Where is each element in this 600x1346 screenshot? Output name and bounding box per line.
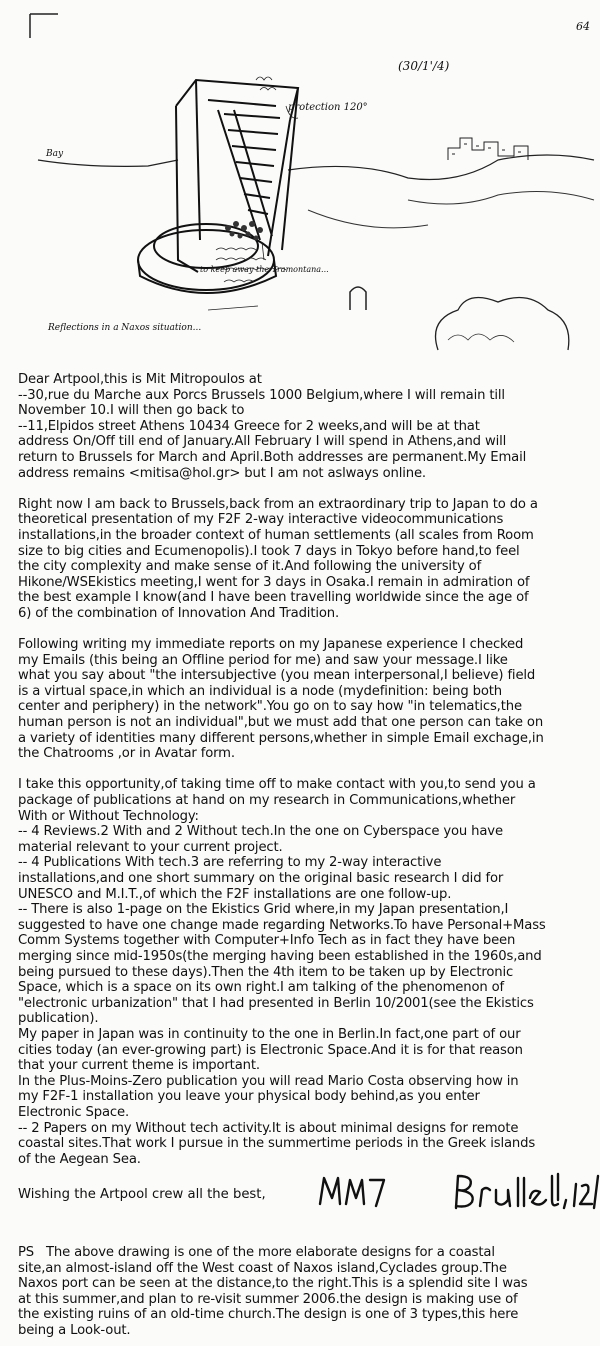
text-line: a variety of identities many different persons,whether in simple Email exchage,in xyxy=(18,730,544,746)
text-line: merging since mid-1950s(the merging having been established in the 1960s,and xyxy=(18,948,542,964)
bay-annotation: Bay xyxy=(46,149,64,159)
text-line: the Chatrooms ,or in Avatar form. xyxy=(18,746,235,762)
text-line: The above drawing is one of the more elaborate designs for a coastal xyxy=(46,1245,495,1260)
postscript xyxy=(18,1245,598,1339)
text-line: Electronic Space. xyxy=(18,1104,130,1120)
text-line: that your current theme is important. xyxy=(18,1058,260,1074)
text-line: Right now I am back to Brussels,back from an extraordinary trip to Japan to do a xyxy=(18,496,538,512)
text-line: human person is not an individual",but we must add that one person can take on xyxy=(18,715,544,731)
date-annotation: (30/1'/4) xyxy=(398,59,450,73)
text-line: Space, which is a space on its own right.I am talking of the phenomenon of xyxy=(18,980,505,996)
text-line: being a Look-out. xyxy=(18,1322,131,1338)
closing-line: Wishing the Artpool crew all the best, xyxy=(18,1187,266,1202)
text-line: of the Aegean Sea. xyxy=(18,1151,141,1167)
text-line: the best example I know(and I have been travelling worldwide since the age of xyxy=(18,590,529,606)
text-line: the existing ruins of an old-time church.The design is one of 3 types,this here xyxy=(18,1307,519,1323)
text-line: material relevant to your current project. xyxy=(18,839,283,855)
text-line: at this summer,and plan to re-visit summer 2006.the design is making use of xyxy=(18,1291,518,1307)
text-line: is a virtual space,in which an individual is a node (mydefinition: being both xyxy=(18,683,502,699)
text-line: address On/Off till end of January.All February I will spend in Athens,and will xyxy=(18,434,507,450)
letter-body xyxy=(18,372,598,1167)
signature-drawing xyxy=(318,1170,600,1210)
ps-first-line xyxy=(18,1245,598,1261)
text-line: --30,rue du Marche aux Porcs Brussels 1000 Belgium,where I will remain till xyxy=(18,387,505,403)
text-line: -- 2 Papers on my Without tech activity.It is about minimal designs for remote xyxy=(18,1120,519,1136)
page-number: 64 xyxy=(576,20,590,33)
protection-annotation: protection 120° xyxy=(288,102,368,113)
paragraph-addresses xyxy=(18,372,598,481)
text-line: my Emails (this being an Offline period for me) and saw your message.I like xyxy=(18,652,508,668)
text-line: I take this opportunity,of taking time off to make contact with you,to send you a xyxy=(18,777,536,793)
text-line: coastal sites.That work I pursue in the summertime periods in the Greek islands xyxy=(18,1136,536,1152)
text-line: Comm Systems together with Computer+Info Tech as in fact they have been xyxy=(18,933,516,949)
text-line: address remains <mitisa@hol.gr> but I am not aslways online. xyxy=(18,465,426,481)
text-line: -- 4 Publications With tech.3 are referring to my 2-way interactive xyxy=(18,855,442,871)
text-line: package of publications at hand on my research in Communications,whether xyxy=(18,793,516,809)
ps-label: PS xyxy=(18,1245,35,1260)
text-line: installations,in the broader context of human settlements (all scales from Room xyxy=(18,527,534,543)
text-line: November 10.I will then go back to xyxy=(18,403,245,419)
handwritten-signature xyxy=(318,1170,600,1210)
text-line: 6) of the combination of Innovation And Tradition. xyxy=(18,605,340,621)
text-line: what you say about "the intersubjective (you mean interpersonal,I believe) field xyxy=(18,668,536,684)
text-line: the city complexity and make sense of it.And following the university of xyxy=(18,559,482,575)
text-line: center and periphery) in the network".You go on to say how "in telematics,the xyxy=(18,699,522,715)
text-line: publication). xyxy=(18,1011,99,1027)
text-line: site,an almost-island off the West coast of Naxos island,Cyclades group.The xyxy=(18,1260,507,1276)
text-line: cities today (an ever-growing part) is Electronic Space.And it is for that reason xyxy=(18,1042,523,1058)
text-line: My paper in Japan was in continuity to the one in Berlin.In fact,one part of our xyxy=(18,1026,521,1042)
text-line: Following writing my immediate reports on my Japanese experience I checked xyxy=(18,637,524,653)
text-line: -- There is also 1-page on the Ekistics Grid where,in my Japan presentation,I xyxy=(18,902,509,918)
text-line: my F2F-1 installation you leave your physical body behind,as you enter xyxy=(18,1089,480,1105)
paragraph-publications xyxy=(18,777,598,1167)
text-line: Hikone/WSEkistics meeting,I went for 3 days in Osaka.I remain in admiration of xyxy=(18,574,530,590)
text-line: installations,and one short summary on the original basic research I did for xyxy=(18,871,504,886)
paragraph-intersubjective xyxy=(18,637,598,762)
lookout-design-sketch xyxy=(28,10,596,355)
sketch-drawing xyxy=(28,10,596,355)
text-line: "electronic urbanization" that I had presented in Berlin 10/2001(see the Ekistics xyxy=(18,995,534,1011)
text-line: Dear Artpool,this is Mit Mitropoulos at xyxy=(18,372,262,387)
text-line: suggested to have one change made regarding Networks.To have Personal+Mass xyxy=(18,917,546,933)
text-line: -- 4 Reviews.2 With and 2 Without tech.In the one on Cyberspace you have xyxy=(18,824,503,840)
text-line: size to big cities and Ecumenopolis).I took 7 days in Tokyo before hand,to feel xyxy=(18,543,520,559)
text-line: Naxos port can be seen at the distance,to the right.This is a splendid site I was xyxy=(18,1276,528,1292)
text-line: In the Plus-Moins-Zero publication you will read Mario Costa observing how in xyxy=(18,1073,519,1089)
sketch-caption: Reflections in a Naxos situation... xyxy=(48,323,202,333)
text-line: return to Brussels for March and April.Both addresses are permanent.My Email xyxy=(18,449,527,465)
keep-away-annotation: to keep away the Tramontana... xyxy=(200,265,329,274)
text-line: theoretical presentation of my F2F 2-way interactive videocommunications xyxy=(18,512,504,528)
text-line: being pursued to these days).Then the 4th item to be taken up by Electronic xyxy=(18,964,514,980)
text-line: With or Without Technology: xyxy=(18,808,199,824)
paragraph-japan-trip xyxy=(18,497,598,622)
text-line: UNESCO and M.I.T.,of which the F2F installations are one follow-up. xyxy=(18,886,452,902)
text-line: --11,Elpidos street Athens 10434 Greece for 2 weeks,and will be at that xyxy=(18,418,480,434)
